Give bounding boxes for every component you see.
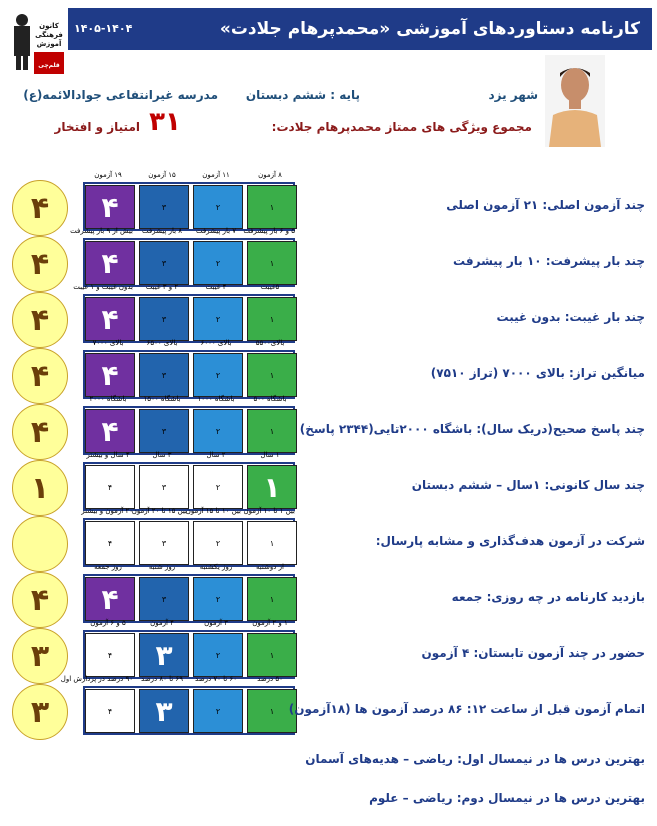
level-cell-3: ۳ <box>139 521 189 565</box>
cell-caption: ۱ سال <box>260 451 280 459</box>
cell-caption: ۴ غیبت <box>205 283 227 291</box>
cell-caption: ۷ بار پیشرفت <box>195 227 237 235</box>
level-cell-1: ۱ <box>247 577 297 621</box>
cell-caption: بالای ۶۰۰۰ <box>200 339 232 347</box>
score-unit-label: امتیاز و افتخار <box>54 120 140 134</box>
city-label: شهر یزد <box>488 88 538 102</box>
level-cell-1: ۱ <box>247 409 297 453</box>
level-cell-1: ۱ <box>247 241 297 285</box>
cell-caption: ۳ آزمون <box>204 619 228 627</box>
level-cell-1: ۱ <box>247 353 297 397</box>
row-captions <box>83 563 295 573</box>
level-cell-3: ۳ <box>139 465 189 509</box>
cell-caption: باشگاه ۱۰۰۰ <box>197 395 235 403</box>
cell-caption: بالای ۶۵۰۰ <box>146 339 178 347</box>
criterion-label: چند پاسخ صحیح(دریک سال): باشگاه ۲۰۰۰تایی(۲۳۴۴ پاسخ) <box>299 422 645 436</box>
academic-year: ۱۴۰۵-۱۴۰۴ <box>74 22 133 35</box>
best-subjects-first-half: بهترین درس ها در نیمسال اول: ریاضی – هدیه‌های آسمان <box>305 752 645 766</box>
level-cell-4: ۴ <box>85 297 135 341</box>
level-cell-2: ۲ <box>193 577 243 621</box>
logo-text-line: کانون <box>39 22 59 30</box>
cell-caption: ۶۹ تا ۸۰ درصد <box>141 675 183 683</box>
level-cell-1: ۱ <box>247 633 297 677</box>
level-cell-1: ۱ <box>247 465 297 509</box>
level-cell-3: ۳ <box>139 633 189 677</box>
criterion-label: حضور در چند آزمون تابستان: ۴ آزمون <box>421 646 645 660</box>
cell-caption: بدون غیبت و ۱ غیبت <box>73 283 133 291</box>
cell-caption: ۴ آزمون <box>150 619 174 627</box>
cell-caption: بالای ۷۰۰۰ <box>92 339 124 347</box>
school-label: مدرسه غیرانتفاعی جوادالائمه(ع) <box>23 88 218 102</box>
level-cell-4: ۴ <box>85 577 135 621</box>
criterion-label: بازدید کارنامه در چه روزی: جمعه <box>451 590 645 604</box>
score-circle: ۴ <box>12 572 68 628</box>
level-cell-4: ۴ <box>85 633 135 677</box>
level-cell-4: ۴ <box>85 241 135 285</box>
level-cell-3: ۳ <box>139 185 189 229</box>
level-cell-2: ۲ <box>193 185 243 229</box>
cell-caption: ۱۵ آزمون <box>148 171 176 179</box>
score-circle: ۴ <box>12 236 68 292</box>
logo-text <box>32 22 66 49</box>
level-cell-3: ۳ <box>139 353 189 397</box>
cell-caption: ۸ بار پیشرفت <box>141 227 183 235</box>
page-title: کارنامه دستاوردهای آموزشی «محمدپرهام جلادت» <box>219 19 640 39</box>
cell-caption: ۵۰ درصد <box>257 675 283 683</box>
total-score: ۳۱ <box>149 107 181 137</box>
score-circle: ۴ <box>12 348 68 404</box>
cell-caption: ۱ و ۲ آزمون <box>252 619 288 627</box>
score-circle: ۴ <box>12 404 68 460</box>
cell-caption: ۳ سال <box>152 451 172 459</box>
level-cell-1: ۱ <box>247 185 297 229</box>
score-circle: ۱ <box>12 460 68 516</box>
row-captions <box>73 283 295 293</box>
level-cell-2: ۲ <box>193 241 243 285</box>
cell-caption: بین ۱ تا ۱۰ آزمون <box>243 507 295 515</box>
criterion-label: چند سال کانونی: ۱سال – ششم دبستان <box>411 478 645 492</box>
sum-label: مجموع ویژگی های ممتاز محمدپرهام جلادت: <box>271 120 532 134</box>
logo-text-line: فرهنگی <box>35 31 63 39</box>
criterion-label: اتمام آزمون قبل از ساعت ۱۲: ۸۶ درصد آزمون ها (۱۸آزمون) <box>288 702 645 716</box>
level-cell-2: ۲ <box>193 297 243 341</box>
cell-caption: باشگاه ۱۵۰۰ <box>143 395 181 403</box>
cell-caption: ۵ و ۶ بار پیشرفت <box>243 227 295 235</box>
level-cell-4: ۴ <box>85 353 135 397</box>
level-cell-2: ۲ <box>193 689 243 733</box>
level-cell-4: ۴ <box>85 409 135 453</box>
cell-caption: ۶۰ تا ۷۰ درصد <box>195 675 237 683</box>
level-cell-3: ۳ <box>139 689 189 733</box>
level-cell-1: ۱ <box>247 689 297 733</box>
criterion-label: میانگین تراز: بالای ۷۰۰۰ (تراز ۷۵۱۰) <box>430 366 645 380</box>
level-cell-2: ۲ <box>193 521 243 565</box>
level-cell-4: ۴ <box>85 465 135 509</box>
cell-caption: ۲۰ آزمون و بیشتر <box>81 507 133 515</box>
level-cell-2: ۲ <box>193 409 243 453</box>
cell-caption: ۲ سال <box>206 451 226 459</box>
level-cell-3: ۳ <box>139 409 189 453</box>
best-subjects-second-half: بهترین درس ها در نیمسال دوم: ریاضی – علوم <box>369 791 645 805</box>
kanoon-logo <box>6 8 66 78</box>
row-captions <box>60 675 295 685</box>
level-cell-4: ۴ <box>85 521 135 565</box>
cell-caption: روز جمعه <box>94 563 122 571</box>
level-cell-3: ۳ <box>139 241 189 285</box>
cell-caption: بین ۱۵ تا ۲۰ آزمون <box>131 507 187 515</box>
criterion-label: شرکت در آزمون هدف‌گذاری و مشابه پارسال: <box>375 534 645 548</box>
level-cell-1: ۱ <box>247 521 297 565</box>
level-cell-1: ۱ <box>247 297 297 341</box>
level-cell-4: ۴ <box>85 689 135 733</box>
cell-caption: ۵ و ۶ آزمون <box>90 619 126 627</box>
level-cell-3: ۳ <box>139 297 189 341</box>
cell-caption: ۴ سال و بیشتر <box>86 451 130 459</box>
cell-caption: از دوشنبه <box>256 563 284 571</box>
row-captions <box>83 619 295 629</box>
row-captions <box>83 395 295 405</box>
criterion-label: چند بار غیبت: بدون غیبت <box>496 310 645 324</box>
row-captions <box>83 339 295 349</box>
logo-brand-text: قلم‌چی <box>38 62 60 69</box>
cell-caption: بیش از ۹ بار پیشرفت <box>70 227 133 235</box>
level-cell-2: ۲ <box>193 633 243 677</box>
row-captions <box>70 227 295 237</box>
score-circle: ۴ <box>12 292 68 348</box>
level-cell-4: ۴ <box>85 185 135 229</box>
student-portrait <box>545 55 605 147</box>
row-captions <box>83 507 295 517</box>
cell-caption: روز شنبه <box>148 563 176 571</box>
row-captions <box>83 451 295 461</box>
cell-caption: باشگاه ۲۰۰۰ <box>89 395 127 403</box>
row-captions <box>83 171 295 181</box>
criterion-label: چند آزمون اصلی: ۲۱ آزمون اصلی <box>446 198 645 212</box>
level-cell-3: ۳ <box>139 577 189 621</box>
cell-caption: ۸ آزمون <box>258 171 282 179</box>
score-circle: ۳ <box>12 628 68 684</box>
level-cell-2: ۲ <box>193 353 243 397</box>
criterion-label: چند بار پیشرفت: ۱۰ بار پیشرفت <box>453 254 645 268</box>
cell-caption: روز یکشنبه <box>199 563 233 571</box>
cell-caption: بالای۵۵۰۰ <box>255 339 285 347</box>
score-circle <box>12 516 68 572</box>
cell-caption: ۲ و ۳ غیبت <box>145 283 179 291</box>
cell-caption: باشگاه ۵۰۰ <box>253 395 287 403</box>
cell-caption: ۵غیبت <box>260 283 280 291</box>
level-cell-2: ۲ <box>193 465 243 509</box>
cell-caption: بین ۱۰ تا ۱۵ آزمون <box>185 507 241 515</box>
student-photo <box>545 55 605 147</box>
cell-caption: ۱۹ آزمون <box>94 171 122 179</box>
logo-text-line: آموزش <box>36 40 62 48</box>
cell-caption: ۹۰ درصد در پردازش اول <box>60 675 133 683</box>
score-circle: ۳ <box>12 684 68 740</box>
cell-caption: ۱۱ آزمون <box>202 171 230 179</box>
score-circle: ۴ <box>12 180 68 236</box>
grade-label: پایه : ششم دبستان <box>245 88 360 102</box>
